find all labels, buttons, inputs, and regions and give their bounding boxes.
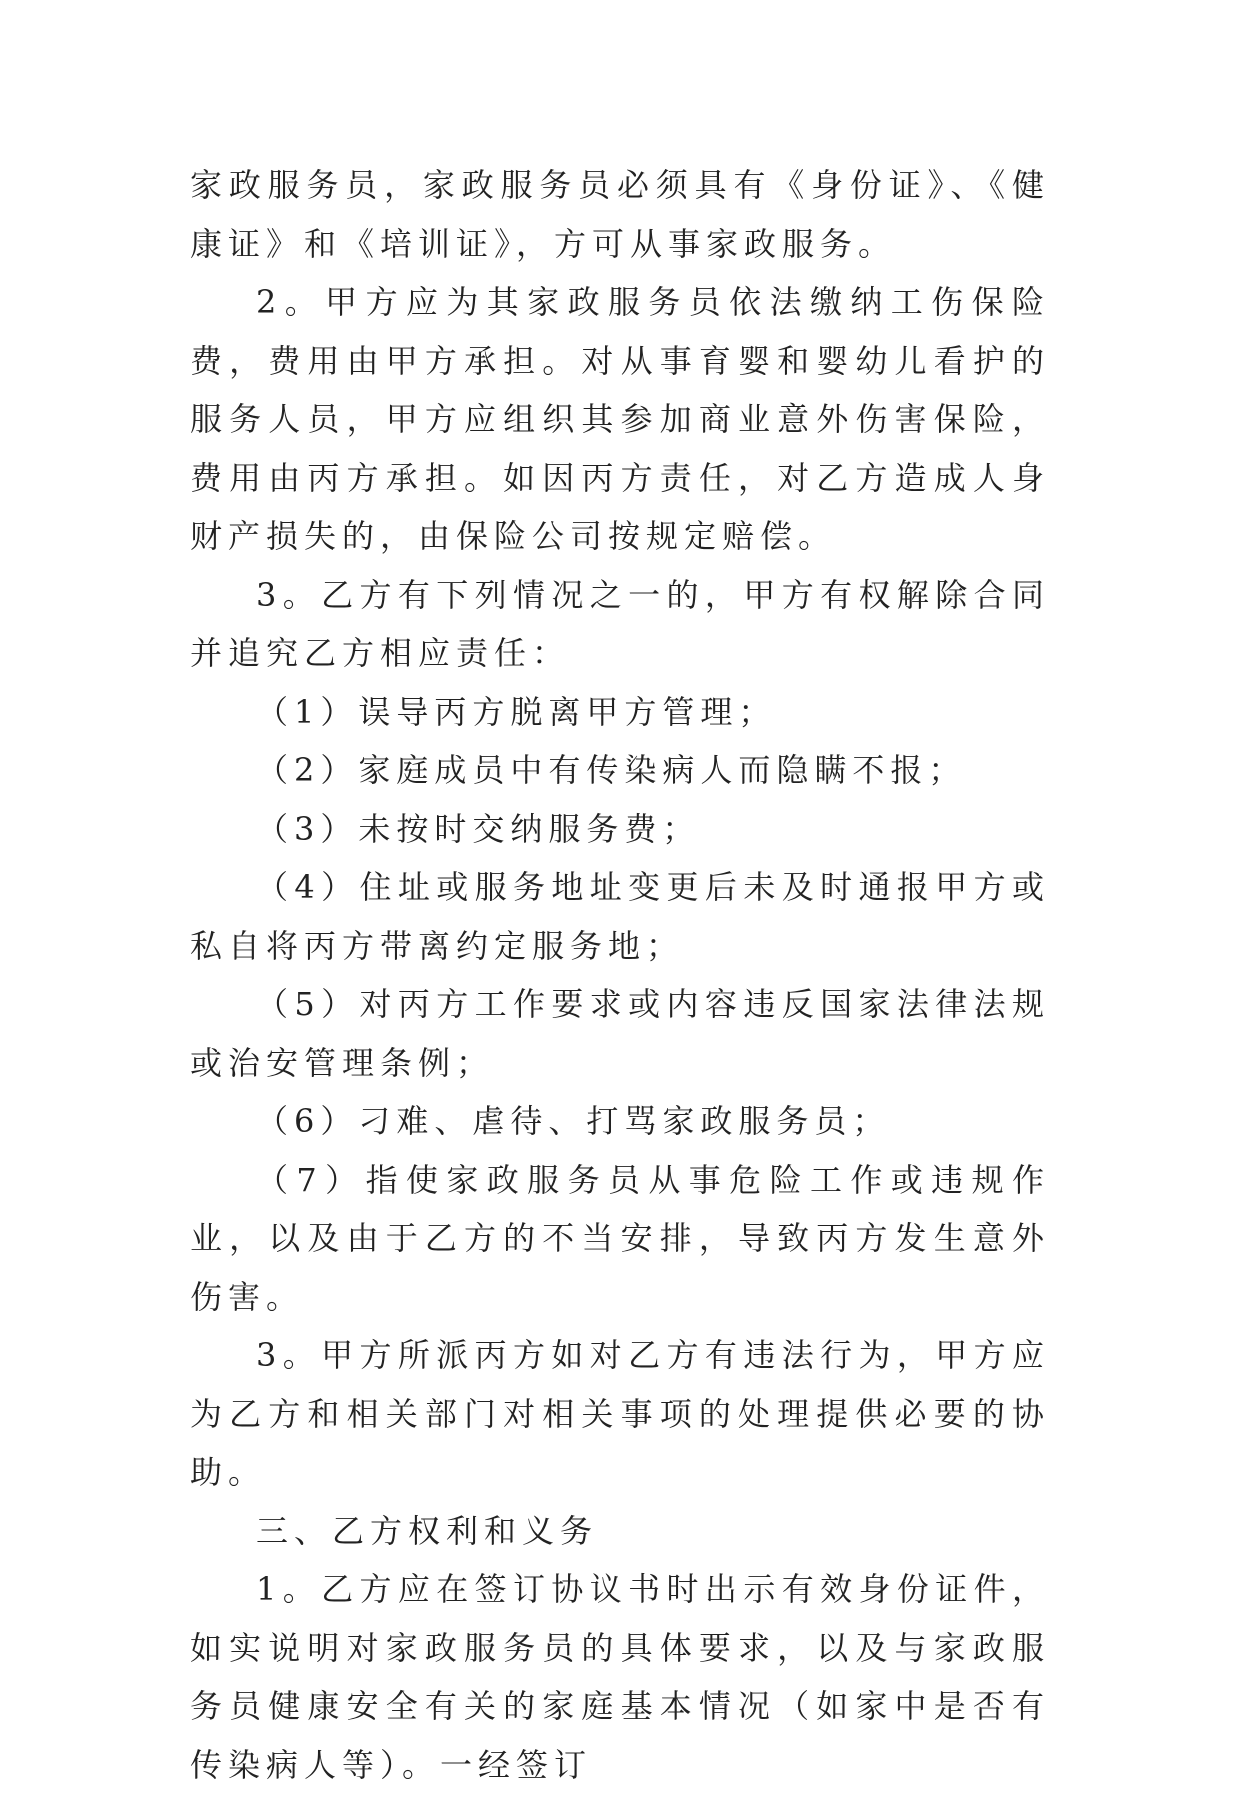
paragraph-3: 3。乙方有下列情况之一的，甲方有权解除合同并追究乙方相应责任： bbox=[190, 575, 1050, 672]
paragraph-5: 1。乙方应在签订协议书时出示有效身份证件，如实说明对家政服务员的具体要求，以及与家政服务员健康安全有关的家庭基本情况（如家中是否有传染病人等）。一经签订 bbox=[190, 1570, 1050, 1784]
list-item-3: （3）未按时交纳服务费； bbox=[256, 809, 701, 848]
list-item-7: （7）指使家政服务员从事危险工作或违规作业，以及由于乙方的不当安排，导致丙方发生意外伤害。 bbox=[190, 1160, 1050, 1316]
list-item-6: （6）刁难、虐待、打骂家政服务员； bbox=[256, 1102, 891, 1140]
section-heading: 三、乙方权利和义务 bbox=[256, 1511, 599, 1550]
paragraph-1: 家政服务员，家政服务员必须具有《身份证》、《健康证》和《培训证》，方可从事家政服务。 bbox=[190, 166, 1050, 263]
list-item-4: （4）住址或服务地址变更后未及时通报甲方或私自将丙方带离约定服务地； bbox=[190, 868, 1050, 965]
paragraph-4: 3。甲方所派丙方如对乙方有违法行为，甲方应为乙方和相关部门对相关事项的处理提供必要的协助。 bbox=[190, 1336, 1050, 1491]
document-body bbox=[190, 156, 1050, 1794]
list-item-1: （1）误导丙方脱离甲方管理； bbox=[256, 692, 777, 731]
paragraph-2: 2。甲方应为其家政服务员依法缴纳工伤保险费，费用由甲方承担。对从事育婴和婴幼儿看护的服务人员，甲方应组织其参加商业意外伤害保险，费用由丙方承担。如因丙方责任，对乙方造成人身财产损失的，由保险公司按规定赔偿。 bbox=[190, 283, 1050, 555]
list-item-2: （2）家庭成员中有传染病人而隐瞒不报； bbox=[256, 751, 967, 789]
list-item-5: （5）对丙方工作要求或内容违反国家法律法规或治安管理条例； bbox=[190, 985, 1050, 1082]
